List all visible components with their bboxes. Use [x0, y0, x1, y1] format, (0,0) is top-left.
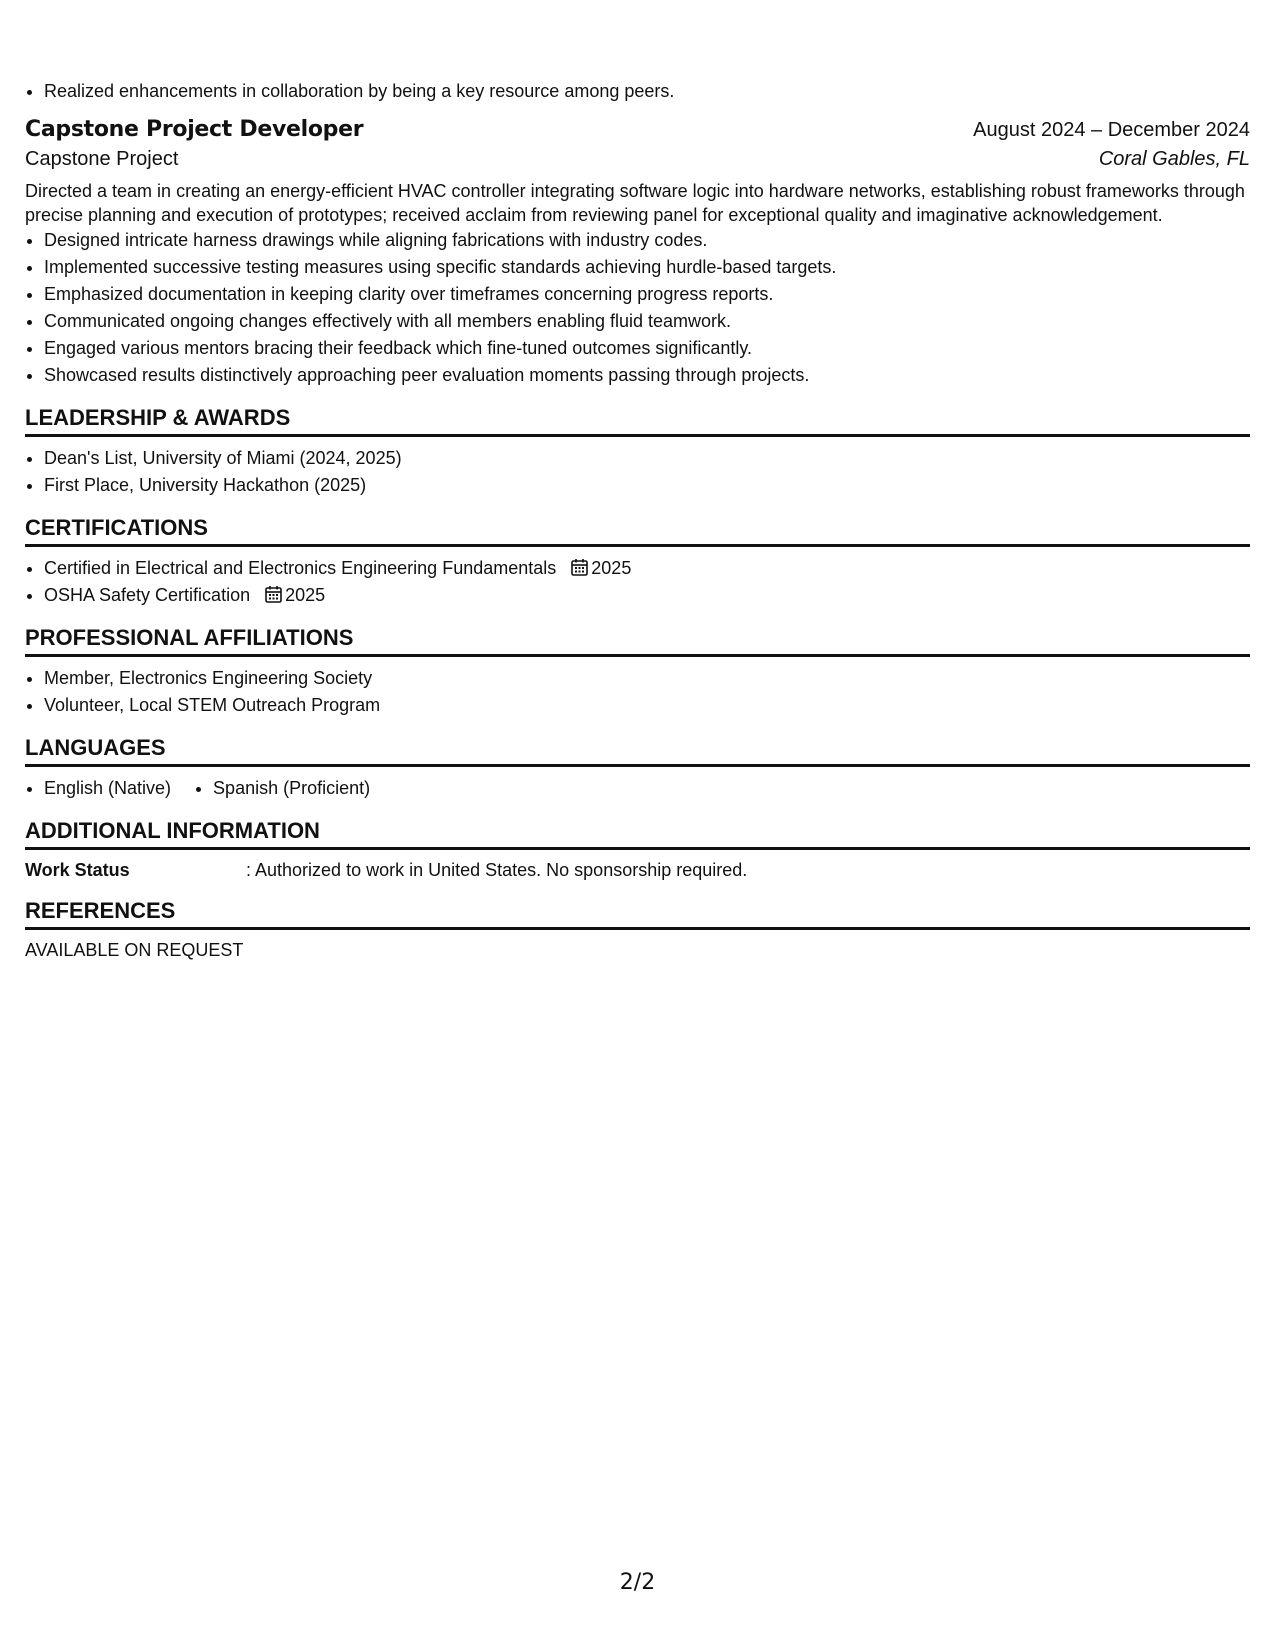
certification-year: 2025: [285, 585, 326, 605]
job-title: Capstone Project Developer: [25, 117, 364, 142]
list-item: • First Place, University Hackathon (2025): [44, 472, 1250, 499]
leadership-list: [25, 445, 1250, 499]
certification-year: 2025: [591, 558, 632, 578]
section-title: PROFESSIONAL AFFILIATIONS: [25, 625, 1250, 657]
work-status-label: Work Status: [25, 860, 130, 880]
list-item: • English (Native): [44, 775, 171, 802]
list-item: • Spanish (Proficient): [213, 775, 370, 802]
additional-info-section: [25, 818, 1250, 882]
list-item: • Member, Electronics Engineering Society: [44, 665, 1250, 692]
resume-page: [25, 0, 1250, 962]
previous-job-bullets: [25, 78, 1250, 105]
work-status-value: : Authorized to work in United States. No sponsorship required.: [246, 860, 748, 880]
languages-list: [25, 775, 1250, 802]
job-description: Directed a team in creating an energy-efficient HVAC controller integrating software logic into hardware networks, establishing robust frameworks through precise planning and execution of prototypes; received acclaim from reviewing panel for exceptional quality and imaginative acknowledgement.: [25, 181, 1245, 225]
list-item: • Dean's List, University of Miami (2024, 2025): [44, 445, 1250, 472]
section-title: CERTIFICATIONS: [25, 515, 1250, 547]
list-item: • Realized enhancements in collaboration by being a key resource among peers.: [44, 78, 1250, 105]
section-title: LEADERSHIP & AWARDS: [25, 405, 1250, 437]
certification-date: [571, 558, 631, 578]
list-item: • Emphasized documentation in keeping clarity over timeframes concerning progress reports.: [44, 281, 1250, 308]
job-location: Coral Gables, FL: [1098, 148, 1250, 170]
certifications-section: [25, 515, 1250, 609]
section-title: REFERENCES: [25, 898, 1250, 930]
affiliations-section: [25, 625, 1250, 719]
job-dates: August 2024 – December 2024: [973, 119, 1250, 141]
languages-section: [25, 735, 1250, 802]
list-item: • Engaged various mentors bracing their feedback which fine-tuned outcomes significantly.: [44, 335, 1250, 362]
job-header: [25, 117, 1250, 142]
affiliations-list: [25, 665, 1250, 719]
list-item: • Showcased results distinctively approaching peer evaluation moments passing through projects.: [44, 362, 1250, 389]
list-item: • Volunteer, Local STEM Outreach Program: [44, 692, 1250, 719]
list-item: • Implemented successive testing measures using specific standards achieving hurdle-based targets.: [44, 254, 1250, 281]
job-subheader: [25, 148, 1250, 171]
work-status-row: [25, 858, 1250, 882]
list-item: • Communicated ongoing changes effectively with all members enabling fluid teamwork.: [44, 308, 1250, 335]
certification-name: OSHA Safety Certification: [44, 585, 251, 605]
calendar-icon: [265, 585, 282, 603]
certification-name: Certified in Electrical and Electronics Engineering Fundamentals: [44, 558, 557, 578]
section-title: LANGUAGES: [25, 735, 1250, 767]
calendar-icon: [571, 558, 588, 576]
section-title: ADDITIONAL INFORMATION: [25, 818, 1250, 850]
references-section: [25, 898, 1250, 962]
list-item: [44, 582, 1250, 609]
list-item: • Designed intricate harness drawings while aligning fabrications with industry codes.: [44, 227, 1250, 254]
leadership-section: [25, 405, 1250, 499]
certification-date: [265, 585, 325, 605]
certifications-list: [25, 555, 1250, 609]
job-bullets: [25, 227, 1250, 389]
list-item: [44, 555, 1250, 582]
page-number: 2/2: [619, 1570, 656, 1595]
job-organization: Capstone Project: [25, 148, 179, 170]
references-text: AVAILABLE ON REQUEST: [25, 940, 244, 960]
